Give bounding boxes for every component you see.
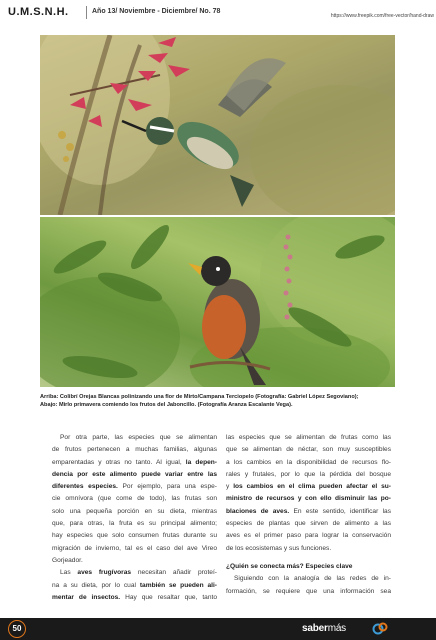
hummingbird-illustration: [40, 35, 395, 215]
paragraph-line: de los ecosistemas y sus funciones.: [226, 544, 332, 552]
caption-line-top: Arriba: Colibrí Orejas Blancas polinizando una flor de Mirto/Campana Terciopelo (Fotografía: Gabriel López Segoviano);: [40, 394, 359, 400]
bold-run: los cambios en el clima pueden afectar el su-: [233, 483, 391, 491]
paragraph-line: rales y frutales, por lo que la pérdida del bosque: [226, 470, 391, 478]
paragraph-line: Por otra parte, las especies que se alimentan: [60, 434, 217, 441]
page-number: 50: [8, 620, 26, 638]
issue-info: Año 13/ Noviembre - Diciembre/ No. 78: [92, 8, 221, 15]
brand-mark-icon: [372, 621, 388, 637]
paragraph-line: Gorjeador.: [52, 556, 83, 564]
paragraph-line: [52, 469, 217, 481]
text-run: Por ejemplo, para una espe-: [117, 483, 217, 491]
paragraph-line: a los cambios en la disponibilidad de recursos flo-: [226, 458, 391, 466]
paragraph-line: [226, 493, 391, 505]
left-column: [52, 432, 217, 604]
bold-run: blaciones de aves.: [226, 507, 290, 515]
bold-run: ministro de recursos y con ello disminuir las po-: [226, 495, 391, 503]
paragraph-line: hay especies que solo consumen frutas durante su: [52, 532, 217, 540]
caption-line-bottom: Abajo: Mirlo primavera comiendo los frutos del Jaboncillo. (Fotografía Aranza Escalante Vega).: [40, 402, 293, 408]
text-run: na a su dieta, por lo cual: [52, 581, 140, 589]
photo-robin: [40, 217, 395, 387]
paragraph-line: [52, 592, 217, 604]
paragraph-line: solo una pequeña porción en su dieta, mientras: [52, 507, 217, 515]
paragraph-line: Siguiendo con la analogía de las redes de in-: [234, 575, 391, 583]
paragraph-line: cie omnívora (que come de todo), las frutas son: [52, 495, 217, 503]
brand-word-b: más: [327, 623, 346, 634]
bold-run: mentar de insectos.: [52, 593, 121, 601]
paragraph-line: las especies que se alimentan de frutas como las: [226, 434, 391, 441]
paragraph-line: [226, 481, 391, 493]
header-separator: [86, 6, 87, 19]
paragraph-line: especies de plantas que sirven de alimento a las: [226, 520, 391, 528]
brand-word-a: saber: [302, 623, 328, 634]
text-run: necesitan añadir proteí-: [131, 569, 217, 577]
text-run: Las: [60, 569, 78, 577]
section-heading: ¿Quién se conecta más? Especies clave: [226, 562, 353, 570]
bold-run: aves frugívoras: [77, 569, 132, 577]
paragraph-line: formación, se requiere que una información sea: [226, 587, 391, 595]
paragraph-line: [52, 580, 217, 592]
paragraph-line: [52, 567, 217, 579]
paragraph-line: que se alimentan de néctar, son muy susceptibles: [226, 446, 391, 454]
text-run: Hay que resaltar que, tanto: [120, 593, 217, 601]
right-column: [226, 432, 391, 598]
figure-caption: [40, 393, 398, 409]
bold-run: dencia por este alimento puede variar entre las: [52, 470, 217, 478]
paragraph-line: de frutos pertenecen a muchas familias, algunas: [52, 446, 217, 454]
journal-title: U.M.S.N.H.: [8, 6, 69, 18]
text-run: emparentadas y otras no tanto. Al igual,: [52, 458, 186, 466]
paragraph-line: [52, 481, 217, 493]
robin-illustration: [40, 217, 395, 387]
photo-hummingbird: [40, 35, 395, 215]
page-footer: [0, 618, 436, 640]
text-run: En este sentido, identificar las: [289, 507, 391, 515]
paragraph-line: aves es el primer paso para lograr la conservación: [226, 532, 391, 540]
page-header: [0, 0, 436, 30]
text-run: y: [226, 483, 234, 491]
bold-run: también se pueden ali-: [139, 581, 217, 589]
brand-logo: [302, 623, 346, 634]
source-url: https://www.freepik.com/free-vector/hand-draw: [330, 13, 434, 19]
paragraph-line: que, para otras, la fruta es su principal alimento;: [52, 520, 217, 528]
paragraph-line: [226, 506, 391, 518]
bold-run: diferentes especies.: [52, 483, 118, 491]
paragraph-line: migración de invierno, tal es el caso del ave Vireo: [52, 544, 217, 552]
bold-run: la depen-: [185, 458, 217, 466]
paragraph-line: [52, 457, 217, 469]
